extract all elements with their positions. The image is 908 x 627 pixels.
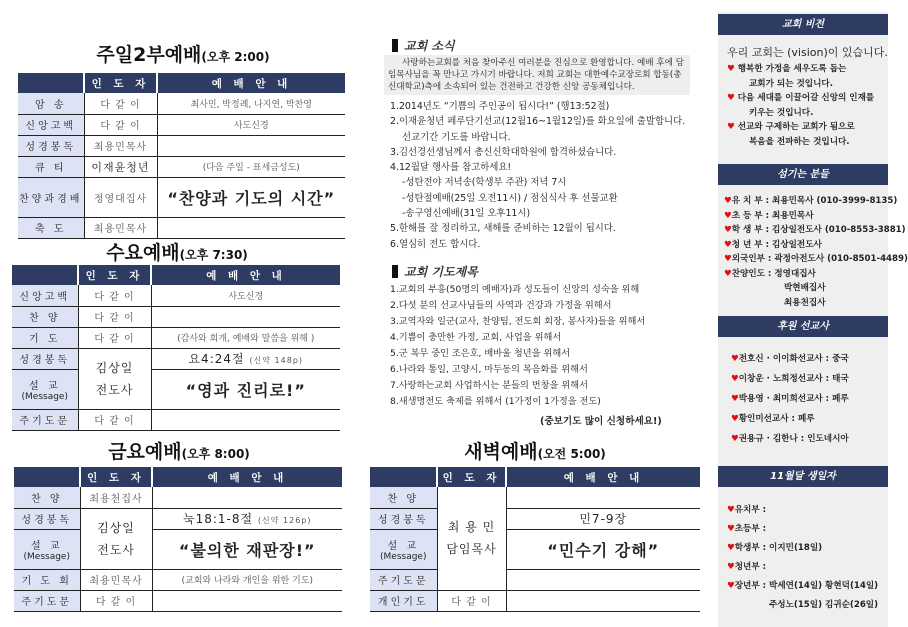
row-label-text: 설 교 [31, 540, 63, 552]
row-label [14, 590, 80, 611]
row-leader: 최용민목사 [84, 217, 157, 238]
birthday-item [727, 577, 878, 596]
row-info-note: (신약 126p) [257, 516, 312, 525]
row-leader: 최용민목사 [80, 569, 152, 590]
row-info-note: (신약 148p) [249, 356, 304, 365]
row-info-text: (다음 주일 - 표세금성도) [202, 163, 300, 173]
table-row [12, 348, 340, 369]
row-label [370, 508, 437, 529]
news-item: 6.열심히 전도 합시다. [390, 238, 481, 250]
missionaries-heading: 후원 선교사 [718, 316, 888, 337]
row-label [370, 529, 437, 569]
column-header-label [18, 73, 84, 93]
row-label-text: 성경봉독 [377, 515, 429, 526]
leader-line: 전도사 [95, 382, 134, 397]
prayer-item: 8.새생명전도 축제를 위해서 (1가정이 1가정을 전도) [390, 396, 601, 407]
news-item: -성탄절예배(25일 오전11시) / 점심식사 후 선물교환 [402, 192, 618, 204]
table-row [18, 217, 345, 238]
table-header-row [18, 73, 345, 93]
missionary-item-text: 박용영 · 최미희선교사 : 페루 [738, 394, 849, 404]
birthday-item-text: 유치부 : [734, 505, 767, 515]
row-label-text: 기 도 회 [21, 576, 72, 587]
row-label-text: 성경봉독 [19, 355, 71, 366]
row-info [157, 177, 345, 217]
row-label [12, 348, 78, 369]
service-table-wednesday [12, 265, 340, 431]
prayer-item: 1.교회의 부흥(50명의 예배자)과 성도들이 신앙의 성숙을 위해 [390, 284, 640, 295]
heart-icon: ♥ [727, 64, 735, 74]
staff-item [724, 252, 908, 267]
row-leader [78, 348, 151, 409]
heart-icon: ♥ [727, 581, 735, 591]
row-info [151, 369, 340, 409]
row-label-text: 찬 양 [387, 493, 419, 505]
row-label-text: 성경봉독 [21, 515, 73, 526]
vision-item [727, 120, 888, 135]
row-label-text: 신앙고백 [19, 291, 71, 303]
row-info-text: 민7-9장 [579, 512, 628, 526]
service-time: (오후 7:30) [179, 248, 248, 262]
row-label-text: 찬 양 [31, 493, 63, 505]
heart-icon: ♥ [731, 354, 739, 364]
prayer-list [390, 282, 645, 410]
column-header-leader: 인 도 자 [80, 467, 152, 487]
heart-icon: ♥ [731, 394, 739, 404]
missionary-item-text: 이창운 · 노희정선교사 : 태국 [738, 374, 849, 384]
service-time: (오전 5:00) [537, 447, 606, 461]
row-label-text: 찬양과경배 [19, 193, 83, 205]
row-label [14, 508, 80, 529]
heart-icon: ♥ [731, 374, 739, 384]
vision-item [727, 91, 888, 106]
birthday-item-cont: 주성노(15일) 김귀순(26일) [769, 600, 879, 610]
row-label-text: 설 교 [387, 540, 419, 552]
table-row [12, 285, 340, 306]
staff-item-text: 외국인부 : 곽정아전도사 (010-8501-4489) [731, 254, 908, 264]
heart-icon: ♥ [727, 543, 735, 553]
row-leader: 다 같 이 [78, 306, 151, 327]
birthdays-heading: 11월달 생일자 [718, 466, 888, 487]
row-info-text: “민수기 강해” [547, 540, 660, 560]
row-info [152, 487, 342, 508]
service-title-text: 수요예배 [106, 242, 180, 264]
missionaries-section [731, 349, 849, 449]
news-item: 1.2014년도 “기쁨의 주인공이 됩시다!” (행13:52절) [390, 101, 610, 112]
row-info [506, 487, 700, 508]
heart-icon: ♥ [724, 268, 732, 279]
service-title-sunday [18, 40, 348, 67]
row-leader: 정영대집사 [84, 177, 157, 217]
column-header-leader: 인 도 자 [78, 265, 151, 285]
table-row [370, 508, 700, 529]
service-title-dawn [370, 437, 700, 464]
vision-lead: 우리 교회는 (vision)이 있습니다. [727, 46, 888, 59]
row-info [506, 569, 700, 590]
row-info [152, 569, 342, 590]
table-row [18, 156, 345, 177]
news-item: -송구영신예배(31일 오후11시) [402, 208, 531, 220]
staff-heading: 섬기는 분들 [718, 164, 888, 185]
heart-icon: ♥ [727, 505, 735, 515]
heart-icon: ♥ [724, 239, 732, 250]
table-row [12, 306, 340, 327]
row-info-text: “찬양과 기도의 시간” [167, 188, 336, 208]
table-row [370, 529, 700, 569]
row-leader [80, 508, 152, 569]
prayer-item: 4.기쁨이 충만한 가정, 교회, 사업을 위해서 [390, 332, 562, 343]
missionary-item-text: 권용규 · 김한나 : 인도네시아 [738, 434, 849, 444]
birthday-item-text: 학생부 : 이지민(18일) [734, 543, 823, 553]
heart-icon: ♥ [727, 562, 735, 572]
row-label-text: 축 도 [35, 224, 67, 235]
row-label [18, 93, 84, 114]
news-item: 2.이재윤청년 페루단기선교(12월16~1월12일)를 화요일에 출발합니다. [390, 116, 686, 128]
service-table-dawn [370, 467, 700, 612]
row-info-text: “영과 진리로!” [185, 380, 306, 400]
row-label [14, 487, 80, 508]
row-leader: 다 같 이 [78, 409, 151, 430]
service-table-friday [14, 467, 342, 612]
birthday-item [727, 501, 878, 520]
table-row [12, 369, 340, 409]
news-item: 선교기간 기도를 바랍니다. [402, 131, 511, 143]
heart-icon: ♥ [727, 524, 735, 534]
column-header-leader: 인 도 자 [437, 467, 506, 487]
birthday-item-text: 초등부 : [734, 524, 767, 534]
staff-item-cont: 최용천집사 [784, 297, 826, 308]
column-header-label [370, 467, 437, 487]
column-header-info: 예 배 안 내 [157, 73, 345, 93]
row-info [152, 529, 342, 569]
prayer-item: 3.교역자와 일군(교사, 찬양팀, 전도회 회장, 봉사자)들을 위해서 [390, 316, 646, 327]
vision-item [727, 62, 888, 77]
service-title-text: 새벽예배 [464, 441, 538, 463]
row-label-text: 개인기도 [377, 597, 429, 608]
row-label [12, 409, 78, 430]
birthday-item [727, 539, 878, 558]
birthdays-section [727, 501, 878, 615]
missionary-item [731, 429, 849, 449]
vision-heading: 교회 비전 [718, 14, 888, 35]
table-row [18, 93, 345, 114]
row-info [157, 93, 345, 114]
row-label [18, 217, 84, 238]
table-row [370, 569, 700, 590]
birthday-item-text: 청년부 : [734, 562, 767, 572]
leader-line: 김상일 [97, 520, 135, 535]
row-leader: 다 같 이 [437, 590, 506, 611]
heart-icon: ♥ [731, 414, 739, 424]
missionary-item-text: 황인미선교사 : 페루 [738, 414, 815, 424]
row-label-text: 기 도 [29, 334, 61, 345]
heart-icon: ♥ [727, 122, 735, 132]
table-header-row [14, 467, 342, 487]
row-info-text: 눅18:1-8절 [182, 512, 254, 526]
news-list [390, 99, 685, 252]
row-label [18, 177, 84, 217]
prayer-item: 7.사랑하는교회 사업하시는 분들의 번창을 위해서 [390, 380, 588, 391]
row-info [157, 156, 345, 177]
table-row [18, 114, 345, 135]
staff-item-text: 유 치 부 : 최용민목사 (010-3999-8135) [731, 196, 898, 206]
row-info [151, 348, 340, 369]
row-info [157, 114, 345, 135]
column-header-info: 예 배 안 내 [506, 467, 700, 487]
row-leader: 다 같 이 [84, 114, 157, 135]
row-label [370, 487, 437, 508]
heart-icon: ♥ [724, 210, 732, 221]
table-row [14, 508, 342, 529]
missionary-item-text: 전호신 · 이이화선교사 : 중국 [738, 354, 849, 364]
heart-icon: ♥ [724, 196, 732, 206]
table-row [14, 569, 342, 590]
heart-icon: ♥ [727, 93, 735, 103]
row-label-text: 암 송 [35, 99, 67, 111]
vision-section [727, 44, 888, 149]
table-header-row [370, 467, 700, 487]
table-row [18, 135, 345, 156]
missionary-item [731, 369, 849, 389]
service-title-text: 금요예배 [108, 441, 182, 463]
service-table-sunday [18, 73, 345, 239]
table-row [14, 529, 342, 569]
row-leader: 다 같 이 [80, 590, 152, 611]
leader-line: 담임목사 [446, 542, 497, 557]
table-row [18, 177, 345, 217]
row-leader [437, 487, 506, 590]
row-label-text: 주기도문 [19, 416, 71, 427]
table-row [370, 590, 700, 611]
row-info [506, 529, 700, 569]
leader-line: 전도사 [97, 542, 135, 557]
table-row [14, 487, 342, 508]
missionary-item [731, 349, 849, 369]
row-label [370, 590, 437, 611]
table-header-row [12, 265, 340, 285]
table-row [14, 590, 342, 611]
news-item: -성탄전야 저녁송(학생부 주관) 저녁 7시 [402, 177, 567, 189]
table-row [370, 487, 700, 508]
prayer-footer: (중보기도 많이 신청하세요!) [540, 416, 662, 427]
leader-line: 최 용 민 [447, 520, 496, 535]
row-info-text: (감사와 회개, 예배와 말씀을 위해 ) [177, 334, 315, 344]
staff-section [724, 194, 908, 310]
vision-item-text: 선교와 구제하는 교회가 됨으로 [737, 122, 855, 132]
staff-item [724, 209, 908, 224]
row-info [506, 590, 700, 611]
row-label [12, 285, 78, 306]
service-time: (오후 8:00) [181, 447, 250, 461]
missionary-item [731, 409, 849, 429]
row-label [14, 569, 80, 590]
leader-line: 김상일 [95, 360, 134, 375]
column-header-leader: 인 도 자 [84, 73, 157, 93]
row-label-text: 주기도문 [377, 576, 429, 587]
vision-item-cont: 교회가 되는 것입니다. [749, 78, 833, 89]
missionary-item [731, 389, 849, 409]
row-label-sub: (Message) [21, 391, 68, 402]
row-info [151, 409, 340, 430]
row-label [18, 135, 84, 156]
row-label-sub: (Message) [380, 551, 427, 562]
row-info-text: 사도신경 [228, 291, 264, 302]
heart-icon: ♥ [731, 434, 739, 444]
row-label-text: 주기도문 [21, 597, 73, 608]
staff-item-text: 학 생 부 : 김상일전도사 (010-8553-3881) [731, 225, 906, 235]
table-row [12, 409, 340, 430]
row-leader: 최용천집사 [80, 487, 152, 508]
column-header-label [12, 265, 78, 285]
news-heading: 교회 소식 [392, 37, 455, 54]
row-leader: 다 같 이 [84, 93, 157, 114]
row-info [157, 217, 345, 238]
vision-item-cont: 복음을 전파하는 것입니다. [749, 136, 850, 147]
row-label-text: 신앙고백 [25, 121, 77, 132]
staff-item [724, 238, 908, 253]
birthday-item [727, 558, 878, 577]
service-title-friday [14, 437, 344, 464]
staff-item [724, 194, 908, 209]
row-label-text: 찬 양 [29, 313, 61, 324]
row-info-text: 사도신경 [233, 121, 269, 131]
row-label [18, 156, 84, 177]
row-info-text: “불의한 재판장!” [178, 540, 316, 560]
row-info [151, 327, 340, 348]
row-info-text: 최사민, 박정례, 나지연, 박찬영 [190, 99, 312, 110]
row-info [506, 508, 700, 529]
row-info-text: (교회와 나라와 개인을 위한 기도) [181, 576, 313, 586]
staff-item [724, 267, 908, 282]
birthday-item [727, 520, 878, 539]
row-info [151, 306, 340, 327]
service-title-text: 주일2부예배 [96, 44, 202, 66]
row-leader: 이재윤청년 [84, 156, 157, 177]
news-intro: 사랑하는교회를 처음 찾아주신 여러분을 진심으로 환영합니다. 예배 후에 담임목사님을 꼭 만나고 가시기 바랍니다. 저희 교회는 대한예수교장로회 합동(총신대학교)측에 소속되어 있는 건전하고 건강한 신앙 공동체입니다. [384, 55, 690, 95]
row-leader: 최용민목사 [84, 135, 157, 156]
staff-item-text: 찬양인도 : 정영대집사 [731, 268, 816, 279]
vision-item-text: 다음 세대를 이끌어갈 신앙의 인재를 [737, 93, 875, 103]
vision-item-text: 행복한 가정을 세우도록 돕는 [737, 64, 847, 74]
service-time: (오후 2:00) [201, 50, 270, 64]
staff-item [724, 223, 908, 238]
row-label-text: 설 교 [29, 380, 61, 392]
birthday-item-text: 장년부 : 박세연(14일) 황현덕(14일) [734, 581, 879, 591]
row-label [14, 529, 80, 569]
row-label [12, 369, 78, 409]
news-item: 3.김선경선생님께서 총신신학대학원에 합격하셨습니다. [390, 146, 617, 158]
row-label [370, 569, 437, 590]
column-header-info: 예 배 안 내 [151, 265, 340, 285]
row-label [12, 306, 78, 327]
prayer-item: 5.군 복무 중인 조은호, 배바울 청년을 위해서 [390, 348, 571, 359]
prayer-item: 2.다섯 분의 선교사님들의 사역과 건강과 가정을 위해서 [390, 300, 612, 311]
prayer-item: 6.나라와 통일, 고양시, 마두동의 복음화를 위해서 [390, 364, 588, 375]
vision-item-cont: 키우는 것입니다. [749, 107, 814, 118]
row-info [152, 590, 342, 611]
column-header-info: 예 배 안 내 [152, 467, 342, 487]
row-info [157, 135, 345, 156]
row-label-sub: (Message) [23, 551, 70, 562]
row-leader: 다 같 이 [78, 327, 151, 348]
prayer-heading: 교회 기도제목 [392, 263, 478, 280]
staff-item-text: 초 등 부 : 최용민목사 [731, 210, 814, 221]
table-row [12, 327, 340, 348]
row-info [151, 285, 340, 306]
row-label [12, 327, 78, 348]
row-info [152, 508, 342, 529]
row-label [18, 114, 84, 135]
news-item: 4.12월달 행사를 참고하세요! [390, 162, 512, 174]
staff-item-text: 청 년 부 : 김상일전도사 [731, 239, 822, 250]
row-leader: 다 같 이 [78, 285, 151, 306]
heart-icon: ♥ [724, 225, 732, 235]
staff-item-cont: 박현배집사 [784, 283, 826, 293]
row-label-text: 성경봉독 [25, 142, 77, 153]
heart-icon: ♥ [724, 254, 732, 264]
row-info-text: 요4:24절 [188, 352, 245, 366]
row-label-text: 큐 티 [35, 163, 67, 174]
news-item: 5.한해를 잘 정리하고, 새해를 준비하는 12월이 됩시다. [390, 223, 616, 235]
column-header-label [14, 467, 80, 487]
service-title-wednesday [12, 238, 342, 265]
